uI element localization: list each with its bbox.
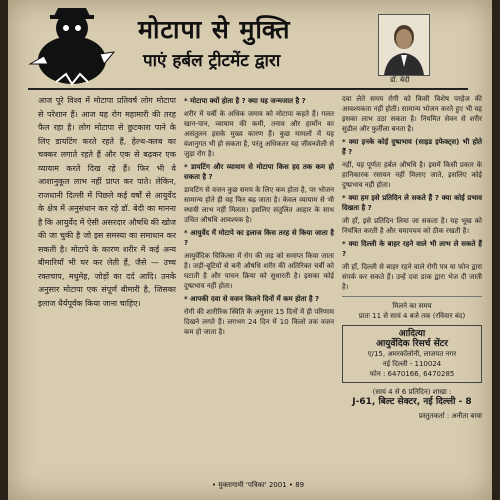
header-divider <box>28 88 468 90</box>
clinic-info <box>342 301 482 407</box>
paragraph: आज पूरे विश्व में मोटापा प्रतिवर्ष लोग मोटापा से परेशान हैं। आज यह रोग महामारी की तरह फैल रहा है। लोग मोटापा से छुटकारा पाने के लिए डायटिंग करते रहते हैं, हेल्थ-क्लब का चक्कर लगाते रहते हैं और एक से बढ़कर एक व्यायाम करते दिख रहे हैं। फिर भी वे आशानुकूल लाभ नहीं प्राप्त कर पाते। लेकिन, राजधानी दिल्ली में पिछले कई वर्षों से आयुर्वेद के क्षेत्र में अनुसंधान कर रहे डॉ. बेदी का मानना है कि आयुर्वेद में ऐसी असरदार औषधि की खोज की जा चुकी है जो इस समस्या का समाधान कर सकती है। मोटापे के कारण शरीर में कई अन्य बीमारियाँ भी घर कर लेती हैं, जैसे — उच्च रक्तचाप, मधुमेह, जोड़ों का दर्द आदि। उनके अनुसार मोटापा एक संपूर्ण बीमारी है, जिसका इलाज धैर्यपूर्वक किया जाना चाहिए। <box>38 96 176 308</box>
contact-intro: मिलने का समय <box>392 302 432 310</box>
column-3 <box>342 94 482 421</box>
answer: आयुर्वेदिक चिकित्सा में रोग की जड़ को समाप्त किया जाता है। जड़ी-बूटियों से बनी औषधि शरीर की अतिरिक्त चर्बी को घटाती है और पाचन क्रिया को सुधारती है। इसका कोई दुष्प्रभाव नहीं होता। <box>184 252 334 290</box>
question: * क्या दिल्ली के बाहर रहने वाले भी लाभ ले सकते हैं ? <box>342 240 482 258</box>
branch-intro: (सायं 4 से 6 प्रतिदिन) शाखा : <box>372 388 452 396</box>
answer: रोगी की शारीरिक स्थिति के अनुसार 15 दिनों में ही परिणाम दिखने लगते हैं। लगभग 24 दिन में 10 किलो तक वजन कम हो जाता है। <box>184 308 334 336</box>
answer: शरीर में चर्बी के अधिक जमाव को मोटापा कहते हैं। गलत खान-पान, व्यायाम की कमी, तनाव और हार्मोन का असंतुलन इसके मुख्य कारण हैं। कुछ मामलों में यह वंशानुगत भी हो सकता है, परंतु अधिकतर यह जीवनशैली से जुड़ा रोग है। <box>184 110 334 158</box>
answer: नहीं, यह पूर्णतः हर्बल औषधि है। इसमें किसी प्रकार के हानिकारक रसायन नहीं मिलाए जाते, इसलिए कोई दुष्प्रभाव नहीं होता। <box>342 161 482 189</box>
headline: मोटापा से मुक्ति <box>138 15 291 44</box>
question: * मोटापा क्यों होता है ? क्या यह जन्मजात है ? <box>184 97 306 105</box>
cartoon-illustration <box>26 4 118 88</box>
answer: जी हाँ, दिल्ली से बाहर रहने वाले रोगी पत्र या फोन द्वारा संपर्क कर सकते हैं। उन्हें दवा डाक द्वारा भेज दी जाती है। <box>342 263 482 291</box>
phone-line: फोन : 6470166, 6470285 <box>369 370 455 378</box>
clinic-name: आदित्या <box>398 329 426 339</box>
doctor-photo <box>378 14 430 76</box>
answer: जी हाँ, इसे प्रतिदिन लिया जा सकता है। यह भूख को नियंत्रित करती है और चयापचय को ठीक रखती है। <box>342 217 482 235</box>
address-line: नई दिल्ली - 110024 <box>382 360 442 368</box>
clinic-box <box>342 325 482 383</box>
contact-hours: प्रातः 11 से सायं 4 बजे तक (रविवार बंद) <box>358 312 466 320</box>
magazine-page <box>8 0 492 500</box>
column-2 <box>184 94 334 340</box>
branch-address: J-61, बिल्ट सेक्टर, नई दिल्ली - 8 <box>352 397 472 407</box>
signature: प्रस्तुतकर्ता : अनीता बावा <box>418 412 482 420</box>
page-footer: • मुक्तागामी 'पत्रिका' 2001 • 89 <box>211 481 305 489</box>
question: * आयुर्वेद में मोटापे का इलाज किस तरह से किया जाता है ? <box>184 229 334 247</box>
photo-caption: डॉ. बेदी <box>390 76 410 84</box>
question: * आपकी दवा से वजन कितने दिनों में कम होता है ? <box>184 295 320 303</box>
address-line: ए/15, अमरकॉलोनी, लाजपत नगर <box>367 350 457 358</box>
question: * डायटिंग और व्यायाम से मोटापा किस हद तक कम हो सकता है ? <box>184 163 334 181</box>
answer: डायटिंग से वजन कुछ समय के लिए कम होता है, पर भोजन सामान्य होते ही वह फिर बढ़ जाता है। केवल व्यायाम से भी स्थायी लाभ नहीं मिलता। इसलिए संतुलित आहार के साथ उचित औषधि आवश्यक है। <box>184 186 334 224</box>
clinic-subname: आयुर्वेदिक रिसर्च सेंटर <box>376 339 448 349</box>
answer: दवा लेते समय रोगी को किसी विशेष परहेज की आवश्यकता नहीं होती। सामान्य भोजन करते हुए भी वह इसका लाभ उठा सकता है। नियमित सेवन से शरीर सुडौल और फुर्तीला बनता है। <box>342 95 482 133</box>
question: * क्या हम इसे प्रतिदिन ले सकते हैं ? क्या कोई प्रभाव दिखता है ? <box>342 194 482 212</box>
column-1 <box>38 94 176 313</box>
divider <box>342 296 482 297</box>
question: * क्या इनके कोई दुष्प्रभाव (साइड इफेक्ट्स) भी होते हैं ? <box>342 138 482 156</box>
subheadline: पाएं हर्बल ट्रीटमेंट द्वारा <box>143 51 281 71</box>
